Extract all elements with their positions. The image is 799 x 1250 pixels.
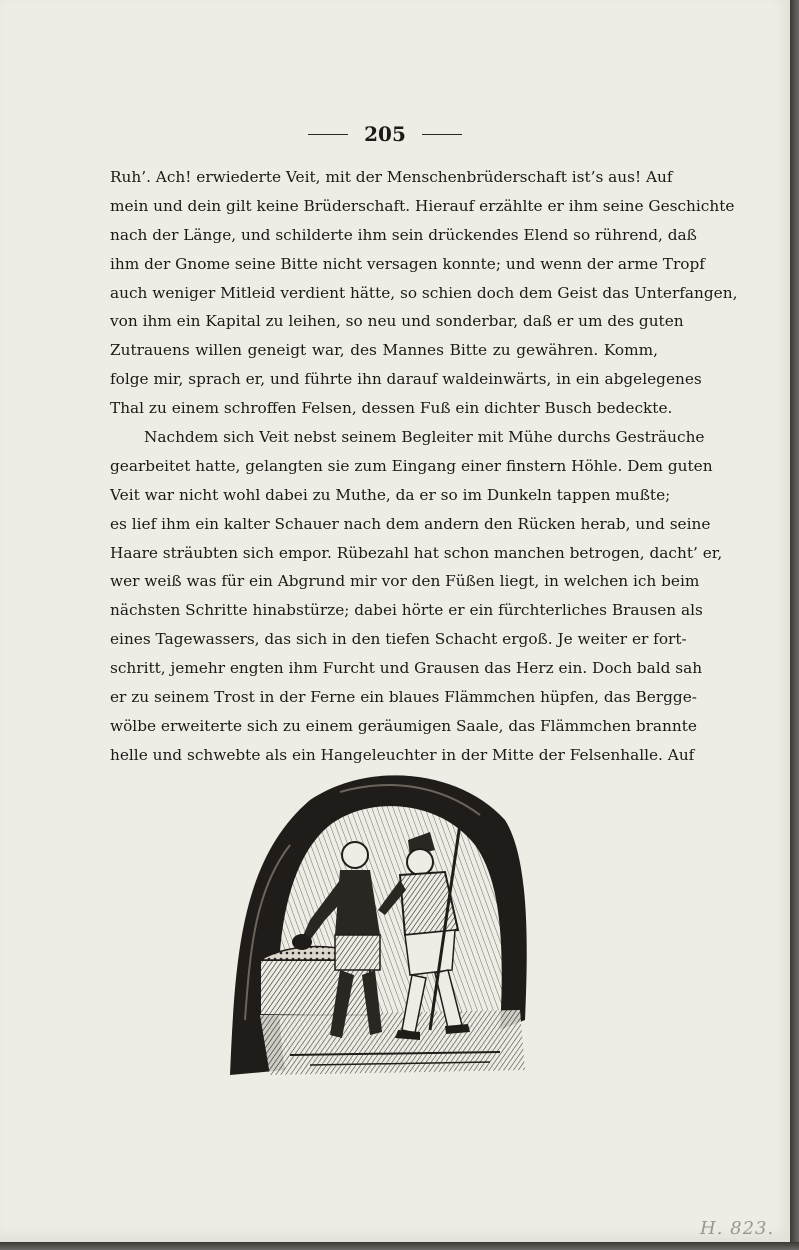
- paragraph-2: [110, 423, 723, 770]
- text-line: wölbe erweiterte sich zu einem geräumigen Saale, das Flämmchen brannte: [110, 716, 697, 735]
- text-line: es lief ihm ein kalter Schauer nach dem andern den Rücken herab, und seine: [110, 514, 711, 533]
- text-line: eines Tagewassers, das sich in den tiefen Schacht ergoß. Je weiter er fort-: [110, 630, 687, 649]
- text-line: Ruh’. Ach! erwiederte Veit, mit der Menschenbrüderschaft ist’s aus! Auf: [110, 168, 673, 186]
- body-text: [110, 163, 738, 770]
- text-line: wer weiß was für ein Abgrund mir vor den Füßen liegt, in welchen ich beim: [110, 572, 700, 591]
- text-line: nach der Länge, und schilderte ihm sein drückendes Elend so rührend, daß: [110, 225, 697, 244]
- page-header: [300, 120, 470, 148]
- text-line: helle und schwebte als ein Hangeleuchter in der Mitte der Felsenhalle. Auf: [110, 745, 695, 764]
- text-line: gearbeitet hatte, gelangten sie zum Eingang einer finstern Höhle. Dem guten: [110, 456, 713, 475]
- scan-edge-right: [790, 0, 799, 1250]
- header-rule-left: [308, 134, 348, 135]
- library-shelfmark: H. 823.: [700, 1218, 775, 1239]
- text-line: von ihm ein Kapital zu leihen, so neu und sonderbar, daß er um des guten: [110, 312, 684, 331]
- page-number: 205: [364, 122, 406, 146]
- header-rule-right: [422, 134, 462, 135]
- text-line: er zu seinem Trost in der Ferne ein blaues Flämmchen hüpfen, das Bergge-: [110, 688, 697, 707]
- text-line: ihm der Gnome seine Bitte nicht versagen konnte; und wenn der arme Tropf: [110, 254, 705, 273]
- text-line: Thal zu einem schroffen Felsen, dessen Fuß ein dichter Busch bedeckte.: [110, 399, 673, 418]
- text-line: schritt, jemehr engten ihm Furcht und Grausen das Herz ein. Doch bald sah: [110, 659, 703, 678]
- text-line: Nachdem sich Veit nebst seinem Begleiter mit Mühe durchs Gesträuche: [144, 428, 705, 447]
- text-line: Veit war nicht wohl dabei zu Muthe, da er so im Dunkeln tappen mußte;: [110, 485, 671, 504]
- text-line: auch weniger Mitleid verdient hätte, so schien doch dem Geist das Unterfangen,: [110, 283, 738, 302]
- engraving-two-men-in-cave-illustration: [230, 770, 530, 1085]
- text-line: folge mir, sprach er, und führte ihn darauf waldeinwärts, in ein abgelegenes: [110, 370, 702, 389]
- text-line: nächsten Schritte hinabstürze; dabei hörte er ein fürchterliches Brausen als: [110, 601, 703, 620]
- text-line: mein und dein gilt keine Brüderschaft. Hierauf erzählte er ihm seine Geschichte: [110, 196, 735, 215]
- text-line: Zutrauens willen geneigt war, des Mannes Bitte zu gewähren. Komm,: [110, 341, 658, 360]
- scan-edge-bottom: [0, 1242, 799, 1250]
- text-line: Haare sträubten sich empor. Rübezahl hat schon manchen betrogen, dacht’ er,: [110, 543, 723, 562]
- paragraph-1: [110, 163, 738, 423]
